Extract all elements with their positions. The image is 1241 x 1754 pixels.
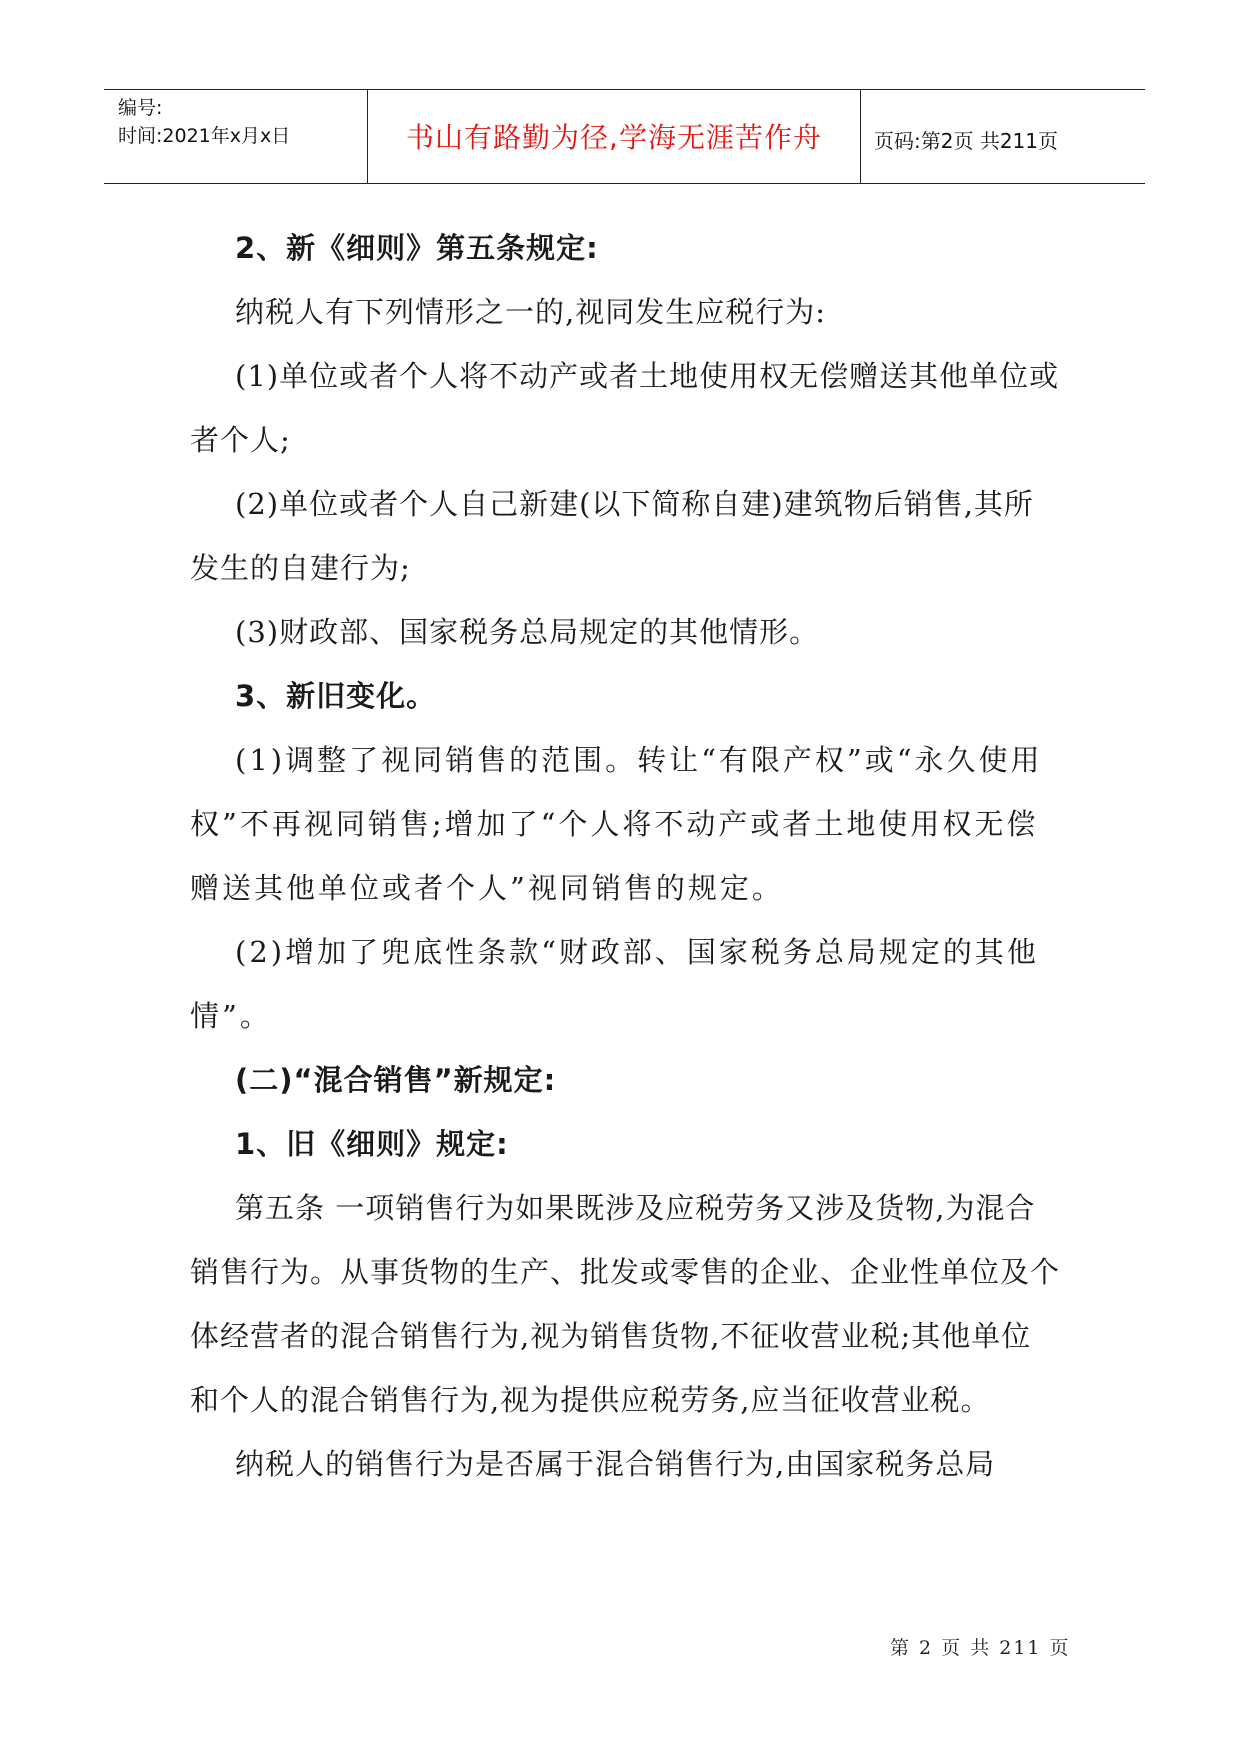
paragraph: (3)财政部、国家税务总局规定的其他情形。 [235, 615, 820, 649]
header-divider-right [860, 90, 861, 183]
paragraph: (1)单位或者个人将不动产或者土地使用权无偿赠送其他单位或者个人; [190, 359, 1060, 457]
paragraph: 纳税人有下列情形之一的,视同发生应税行为: [235, 295, 826, 329]
paragraph: 纳税人的销售行为是否属于混合销售行为,由国家税务总局 [235, 1447, 996, 1481]
page-header [104, 89, 1145, 184]
paragraph: (2)单位或者个人自己新建(以下简称自建)建筑物后销售,其所发生的自建行为; [190, 487, 1034, 585]
section-heading: (二)“混合销售”新规定: [235, 1063, 557, 1097]
header-time-label: 时间:2021年x月x日 [118, 125, 291, 147]
paragraph: (1)调整了视同销售的范围。转让“有限产权”或“永久使用权”不再视同销售;增加了“个人将不动产或者土地使用权无偿赠送其他单位或者个人”视同销售的规定。 [190, 743, 1043, 905]
header-number-label: 编号: [118, 97, 163, 119]
paragraph: 第五条 一项销售行为如果既涉及应税劳务又涉及货物,为混合销售行为。从事货物的生产、批发或零售的企业、企业性单位及个体经营者的混合销售行为,视为销售货物,不征收营业税;其他单位和个人的混合销售行为,视为提供应税劳务,应当征收营业税。 [190, 1191, 1061, 1417]
header-motto: 书山有路勤为径,学海无涯苦作舟 [406, 121, 822, 154]
page-footer: 第 2 页 共 211 页 [890, 1637, 1071, 1659]
paragraph: (2)增加了兜底性条款“财政部、国家税务总局规定的其他情”。 [190, 935, 1039, 1033]
section-heading: 2、新《细则》第五条规定: [235, 231, 599, 265]
section-heading: 1、旧《细则》规定: [235, 1127, 509, 1161]
document-body [190, 216, 1060, 1496]
header-page-info: 页码:第2页 共211页 [874, 129, 1058, 153]
section-heading: 3、新旧变化。 [235, 679, 437, 713]
header-meta [118, 94, 368, 150]
